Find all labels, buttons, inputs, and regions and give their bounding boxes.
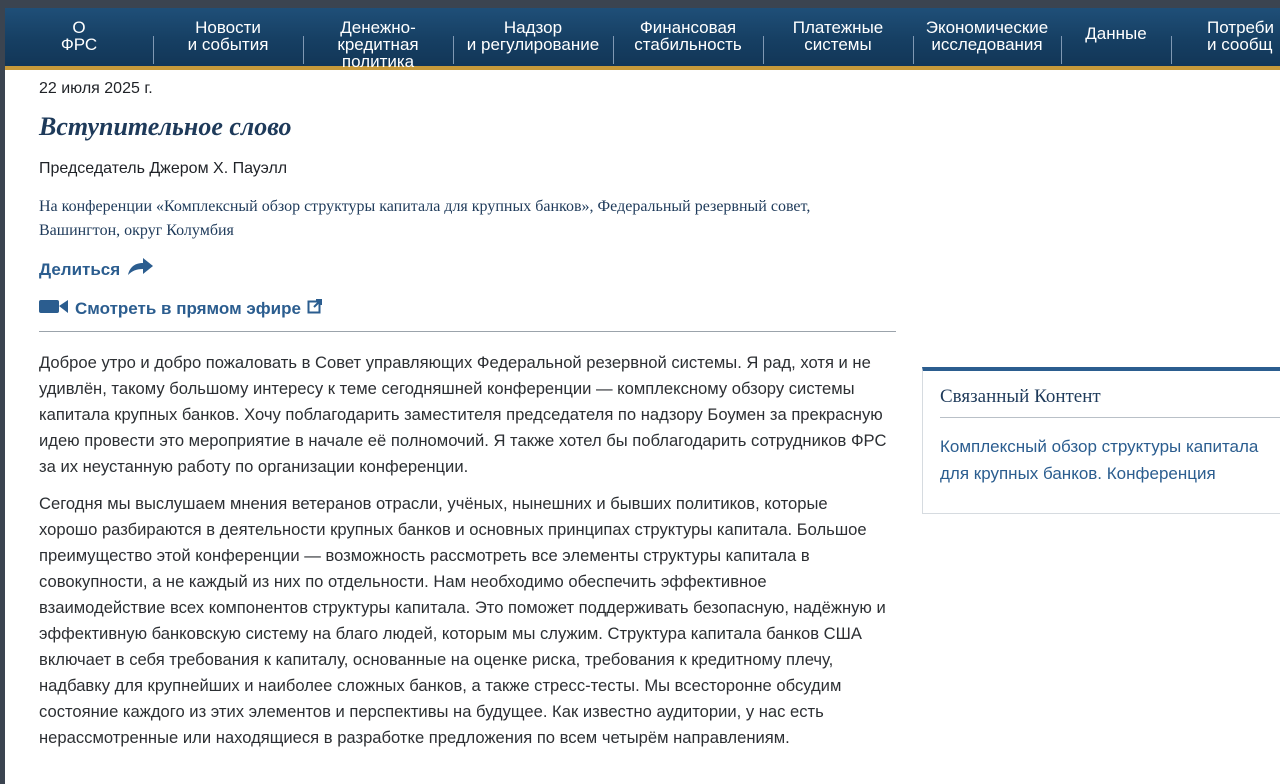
share-arrow-icon (126, 257, 154, 282)
window-frame-left (0, 0, 5, 784)
nav-item-news[interactable]: Новости и события (153, 8, 303, 66)
article-paragraph-1: Доброе утро и добро пожаловать в Совет управляющих Федеральной резервной системы. Я рад, хотя и не удивлён, такому большому интересу к теме сегодняшней конференции — комплексному обзору системы капитала крупных банков. Хочу поблагодарить заместителя председателя по надзору Боумен за прекрасную идею провести это мероприятие в начале её полномочий. Я также хотел бы поблагодарить сотрудников ФРС за их неустанную работу по организации конференции. (39, 353, 887, 476)
share-label: Делиться (39, 259, 121, 279)
related-content-link[interactable]: Комплексный обзор структуры капитала для крупных банков. Конференция (940, 437, 1259, 483)
watch-live-link[interactable] (39, 298, 323, 319)
nav-item-data[interactable]: Данные (1061, 8, 1171, 66)
nav-item-economic-research[interactable]: Экономические исследования (913, 8, 1061, 66)
related-content-divider (940, 417, 1280, 418)
nav-item-supervision[interactable]: Надзор и регулирование (453, 8, 613, 66)
video-camera-icon (39, 298, 69, 319)
window-frame-top (0, 0, 1280, 8)
nav-item-consumers[interactable]: Потреби и сообщ (1171, 8, 1280, 66)
nav-item-payment-systems[interactable]: Платежные системы (763, 8, 913, 66)
publication-date: 22 июля 2025 г. (39, 80, 153, 97)
related-content-title: Связанный Контент (940, 386, 1101, 407)
nav-item-monetary-policy[interactable]: Денежно- кредитная политика (303, 8, 453, 66)
nav-item-financial-stability[interactable]: Финансовая стабильность (613, 8, 763, 66)
external-link-icon (307, 298, 323, 319)
related-content-panel (922, 367, 1280, 514)
section-divider (39, 331, 896, 332)
page-title: Вступительное слово (39, 112, 292, 141)
main-navigation (5, 8, 1280, 70)
event-location: На конференции «Комплексный обзор структуры капитала для крупных банков», Федеральный резервный совет, Вашингтон, округ Колумбия (39, 198, 811, 239)
nav-item-about[interactable]: О ФРС (60, 18, 98, 54)
article-paragraph-2: Сегодня мы выслушаем мнения ветеранов отрасли, учёных, нынешних и бывших политиков, которые хорошо разбираются в деятельности крупных банков и основных принципах структуры капитала. Большое преимущество этой конференции — возможность рассмотреть все элементы структуры капитала в совокупности, а не каждый из них по отдельности. Нам необходимо обеспечить эффективное взаимодействие всех компонентов структуры капитала. Это поможет поддерживать безопасную, надёжную и эффективную банковскую систему на благо людей, которым мы служим. Структура капитала банков США включает в себя требования к капиталу, основанные на оценке риска, требования к кредитному плечу, надбавку для крупнейших и наиболее сложных банков, а также стресс-тесты. Мы всесторонне обсудим состояние каждого из этих элементов и перспективы на будущее. Как известно аудитории, у нас есть нерассмотренные или находящиеся в разработке предложения по всем четырём направлениям. (39, 494, 886, 747)
watch-live-label: Смотреть в прямом эфире (75, 298, 301, 318)
share-button[interactable] (39, 257, 154, 282)
speaker-name: Председатель Джером Х. Пауэлл (39, 160, 288, 177)
